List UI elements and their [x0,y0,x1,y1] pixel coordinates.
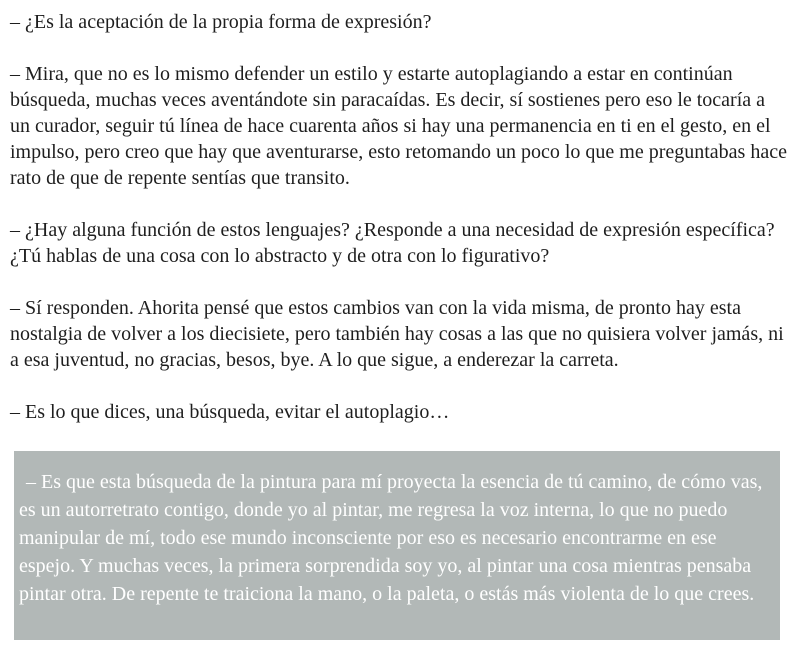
interview-question-1: – ¿Es la aceptación de la propia forma de expresión? [10,11,432,33]
highlighted-paragraph-text: – Es que esta búsqueda de la pintura para mí proyecta la esencia de tú camino, de cómo vas, es un autorretrato contigo, donde yo al pintar, me regresa la voz interna, lo que no puedo manipular de mí, todo ese mundo inconsciente por eso es necesario encontrarme en ese espejo. Y muchas veces, la primera sorprendida soy yo, al pintar una cosa mientras pensaba pintar otra. De repente te traiciona la mano, o la paleta, o estás más violenta de lo que crees. [19,471,763,605]
interview-question-2: – ¿Hay alguna función de estos lenguajes? ¿Responde a una necesidad de expresión específica? ¿Tú hablas de una cosa con lo abstracto y de otra con lo figurativo? [10,219,775,267]
highlighted-paragraph [14,451,780,640]
interview-question-3: – Es lo que dices, una búsqueda, evitar el autoplagio… [10,401,450,423]
interview-answer-2: – Sí responden. Ahorita pensé que estos cambios van con la vida misma, de pronto hay esta nostalgia de volver a los diecisiete, pero también hay cosas a las que no quisiera volver jamás, ni a esa juventud, no gracias, besos, bye. A lo que sigue, a enderezar la carreta. [10,297,784,371]
interview-answer-1: – Mira, que no es lo mismo defender un estilo y estarte autoplagiando a estar en continúan búsqueda, muchas veces aventándote sin paracaídas. Es decir, sí sostienes pero eso le tocaría a un curador, seguir tú línea de hace cuarenta años si hay una permanencia en ti en el gesto, en el impulso, pero creo que hay que aventurarse, esto retomando un poco lo que me preguntabas hace rato de que de repente sentías que transito. [10,63,787,189]
